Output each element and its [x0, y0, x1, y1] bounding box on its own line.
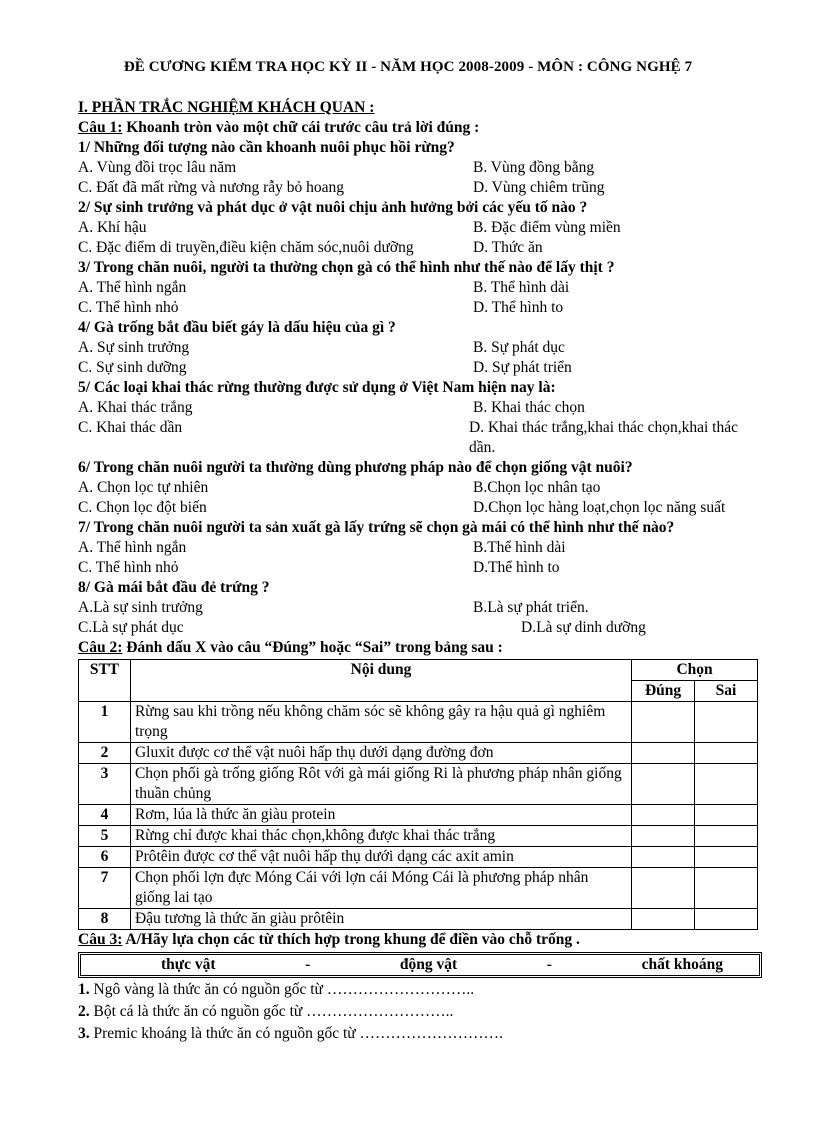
question-4: 4/ Gà trống bắt đầu biết gáy là dấu hiệu của gì ? [78, 319, 396, 336]
answer-d: D. Vùng chiêm trũng [473, 179, 605, 196]
row-content: Gluxit được cơ thể vật nuôi hấp thụ dưới dạng đường đơn [130, 743, 631, 764]
answer-row [78, 418, 758, 458]
true-cell[interactable] [632, 909, 695, 930]
answer-row [78, 478, 758, 498]
question-8: 8/ Gà mái bắt đầu đẻ trứng ? [78, 579, 270, 596]
answer-b: B. Sự phát dục [473, 339, 565, 356]
answer-b: B.Chọn lọc nhân tạo [473, 479, 601, 496]
answer-row [78, 498, 758, 518]
row-number: 2 [79, 743, 131, 764]
word-option: thực vật [161, 956, 216, 973]
true-cell[interactable] [632, 743, 695, 764]
answer-b: B. Đặc điểm vùng miền [473, 219, 621, 236]
true-cell[interactable] [632, 868, 695, 909]
fill-text: Premic khoáng là thức ăn có nguồn gốc từ ………………………. [89, 1025, 503, 1042]
word-separator: - [305, 956, 311, 973]
cau3-label: Câu 3: [78, 931, 123, 948]
row-content: Đậu tương là thức ăn giàu prôtêin [130, 909, 631, 930]
header-stt: STT [79, 660, 131, 702]
answer-c: C.Là sự phát dục [78, 619, 184, 636]
answer-c: C. Đặc điểm di truyền,điều kiện chăm sóc,nuôi dưỡng [78, 239, 414, 256]
row-number: 7 [79, 868, 131, 909]
section-heading: I. PHẦN TRẮC NGHIỆM KHÁCH QUAN : [78, 99, 375, 116]
question-2: 2/ Sự sinh trưởng và phát dục ở vật nuôi chịu ảnh hưởng bởi các yếu tố nào ? [78, 199, 588, 216]
answer-d: D. Thể hình to [473, 299, 564, 316]
answer-c: C. Sự sinh dưỡng [78, 359, 187, 376]
answer-c: C. Thể hình nhỏ [78, 299, 179, 316]
cau2-text: Đánh dấu X vào câu “Đúng” hoặc “Sai” trong bảng sau : [122, 639, 503, 656]
page-title: ĐỀ CƯƠNG KIỂM TRA HỌC KỲ II - NĂM HỌC 2008-2009 - MÔN : CÔNG NGHỆ 7 [123, 59, 693, 75]
answer-d: D. Sự phát triển [473, 359, 572, 376]
row-number: 3 [79, 764, 131, 805]
true-cell[interactable] [632, 764, 695, 805]
answer-b: B. Thể hình dài [473, 279, 570, 296]
table-row [79, 805, 758, 826]
word-option: chất khoáng [641, 956, 723, 973]
header-true: Đúng [632, 681, 695, 702]
fill-number: 1. [78, 981, 90, 998]
table-row [79, 909, 758, 930]
cau3-heading [78, 930, 758, 950]
table-row [79, 702, 758, 743]
table-row [79, 847, 758, 868]
header-choose: Chọn [632, 660, 758, 681]
header-content: Nội dung [130, 660, 631, 702]
answer-a: A. Thể hình ngắn [78, 279, 187, 296]
word-separator: - [546, 956, 552, 973]
true-cell[interactable] [632, 702, 695, 743]
word-box [78, 952, 762, 978]
question-5: 5/ Các loại khai thác rừng thường được sử dụng ở Việt Nam hiện nay là: [78, 379, 556, 396]
answer-row [78, 538, 758, 558]
table-row [79, 868, 758, 909]
row-content: Prôtêin được cơ thể vật nuôi hấp thụ dưới dạng các axit amin [130, 847, 631, 868]
cau2-heading [78, 638, 758, 658]
header-false: Sai [695, 681, 758, 702]
answer-row [78, 238, 758, 258]
true-cell[interactable] [632, 826, 695, 847]
answer-a: A. Chọn lọc tự nhiên [78, 479, 209, 496]
answer-d: D.Thể hình to [473, 559, 560, 576]
cau2-label: Câu 2: [78, 639, 123, 656]
answer-a: A. Thể hình ngắn [78, 539, 187, 556]
fill-line-1 [78, 980, 758, 1000]
question-1: 1/ Những đối tượng nào cần khoanh nuôi phục hồi rừng? [78, 139, 455, 156]
true-cell[interactable] [632, 847, 695, 868]
content [78, 98, 758, 1044]
answer-row [78, 298, 758, 318]
row-number: 6 [79, 847, 131, 868]
table-row [79, 743, 758, 764]
row-content: Rừng sau khi trồng nếu không chăm sóc sẽ không gây ra hậu quả gì nghiêm trọng [130, 702, 631, 743]
cau1-text: Khoanh tròn vào một chữ cái trước câu trả lời đúng : [122, 119, 480, 136]
cau1-label: Câu 1: [78, 119, 123, 136]
answer-d: D. Thức ăn [473, 239, 543, 256]
answer-row [78, 278, 758, 298]
false-cell[interactable] [695, 826, 758, 847]
answer-a: A. Vùng đồi trọc lâu năm [78, 159, 237, 176]
row-number: 5 [79, 826, 131, 847]
false-cell[interactable] [695, 702, 758, 743]
row-content: Chọn phối gà trống giống Rôt với gà mái giống Ri là phương pháp nhân giống thuần chủng [130, 764, 631, 805]
false-cell[interactable] [695, 743, 758, 764]
row-number: 4 [79, 805, 131, 826]
answer-row [78, 178, 758, 198]
answer-a: A. Khí hậu [78, 219, 147, 236]
true-cell[interactable] [632, 805, 695, 826]
answer-row [78, 598, 758, 618]
fill-line-2 [78, 1002, 758, 1022]
row-content: Rừng chỉ được khai thác chọn,không được khai thác trắng [130, 826, 631, 847]
answer-d: D. Khai thác trắng,khai thác chọn,khai thác dần. [469, 419, 738, 456]
table-row [79, 826, 758, 847]
row-number: 8 [79, 909, 131, 930]
row-number: 1 [79, 702, 131, 743]
answer-row [78, 618, 758, 638]
true-false-table [78, 659, 758, 930]
fill-number: 3. [78, 1025, 90, 1042]
question-3: 3/ Trong chăn nuôi, người ta thường chọn gà có thể hình như thế nào để lấy thịt ? [78, 259, 615, 276]
fill-text: Ngô vàng là thức ăn có nguồn gốc từ ……………………….. [89, 981, 475, 998]
fill-line-3 [78, 1024, 758, 1044]
answer-a: A. Khai thác trắng [78, 399, 193, 416]
answer-row [78, 218, 758, 238]
word-option: động vật [399, 956, 458, 973]
row-content: Chọn phối lợn đực Móng Cái với lợn cái Móng Cái là phương pháp nhân giống lai tạo [130, 868, 631, 909]
false-cell[interactable] [695, 805, 758, 826]
question-6: 6/ Trong chăn nuôi người ta thường dùng phương pháp nào để chọn giống vật nuôi? [78, 459, 633, 476]
question-7: 7/ Trong chăn nuôi người ta sản xuất gà lấy trứng sẽ chọn gà mái có thể hình như thế nào? [78, 519, 675, 536]
answer-c: C. Đất đã mất rừng và nương rẫy bỏ hoang [78, 179, 345, 196]
answer-c: C. Khai thác dần [78, 419, 183, 436]
answer-row [78, 558, 758, 578]
answer-row [78, 398, 758, 418]
answer-row [78, 338, 758, 358]
answer-row [78, 158, 758, 178]
answer-b: B.Thể hình dài [473, 539, 566, 556]
answer-c: C. Chọn lọc đột biến [78, 499, 207, 516]
answer-d: D.Là sự dinh dưỡng [521, 619, 646, 636]
answer-d: D.Chọn lọc hàng loạt,chọn lọc năng suất [473, 499, 726, 516]
answer-a: A. Sự sinh trưởng [78, 339, 190, 356]
answer-b: B. Khai thác chọn [473, 399, 585, 416]
answer-b: B. Vùng đồng bằng [473, 159, 595, 176]
answer-row [78, 358, 758, 378]
false-cell[interactable] [695, 847, 758, 868]
false-cell[interactable] [695, 909, 758, 930]
fill-text: Bột cá là thức ăn có nguồn gốc từ ……………………….. [89, 1003, 454, 1020]
row-content: Rơm, lúa là thức ăn giàu protein [130, 805, 631, 826]
table-row [79, 764, 758, 805]
answer-c: C. Thể hình nhỏ [78, 559, 179, 576]
fill-number: 2. [78, 1003, 90, 1020]
answer-b: B.Là sự phát triển. [473, 599, 589, 616]
cau1-heading [78, 118, 758, 138]
false-cell[interactable] [695, 868, 758, 909]
false-cell[interactable] [695, 764, 758, 805]
answer-a: A.Là sự sinh trưởng [78, 599, 203, 616]
cau3-text: A/Hãy lựa chọn các từ thích hợp trong khung để điền vào chỗ trống . [122, 931, 580, 948]
